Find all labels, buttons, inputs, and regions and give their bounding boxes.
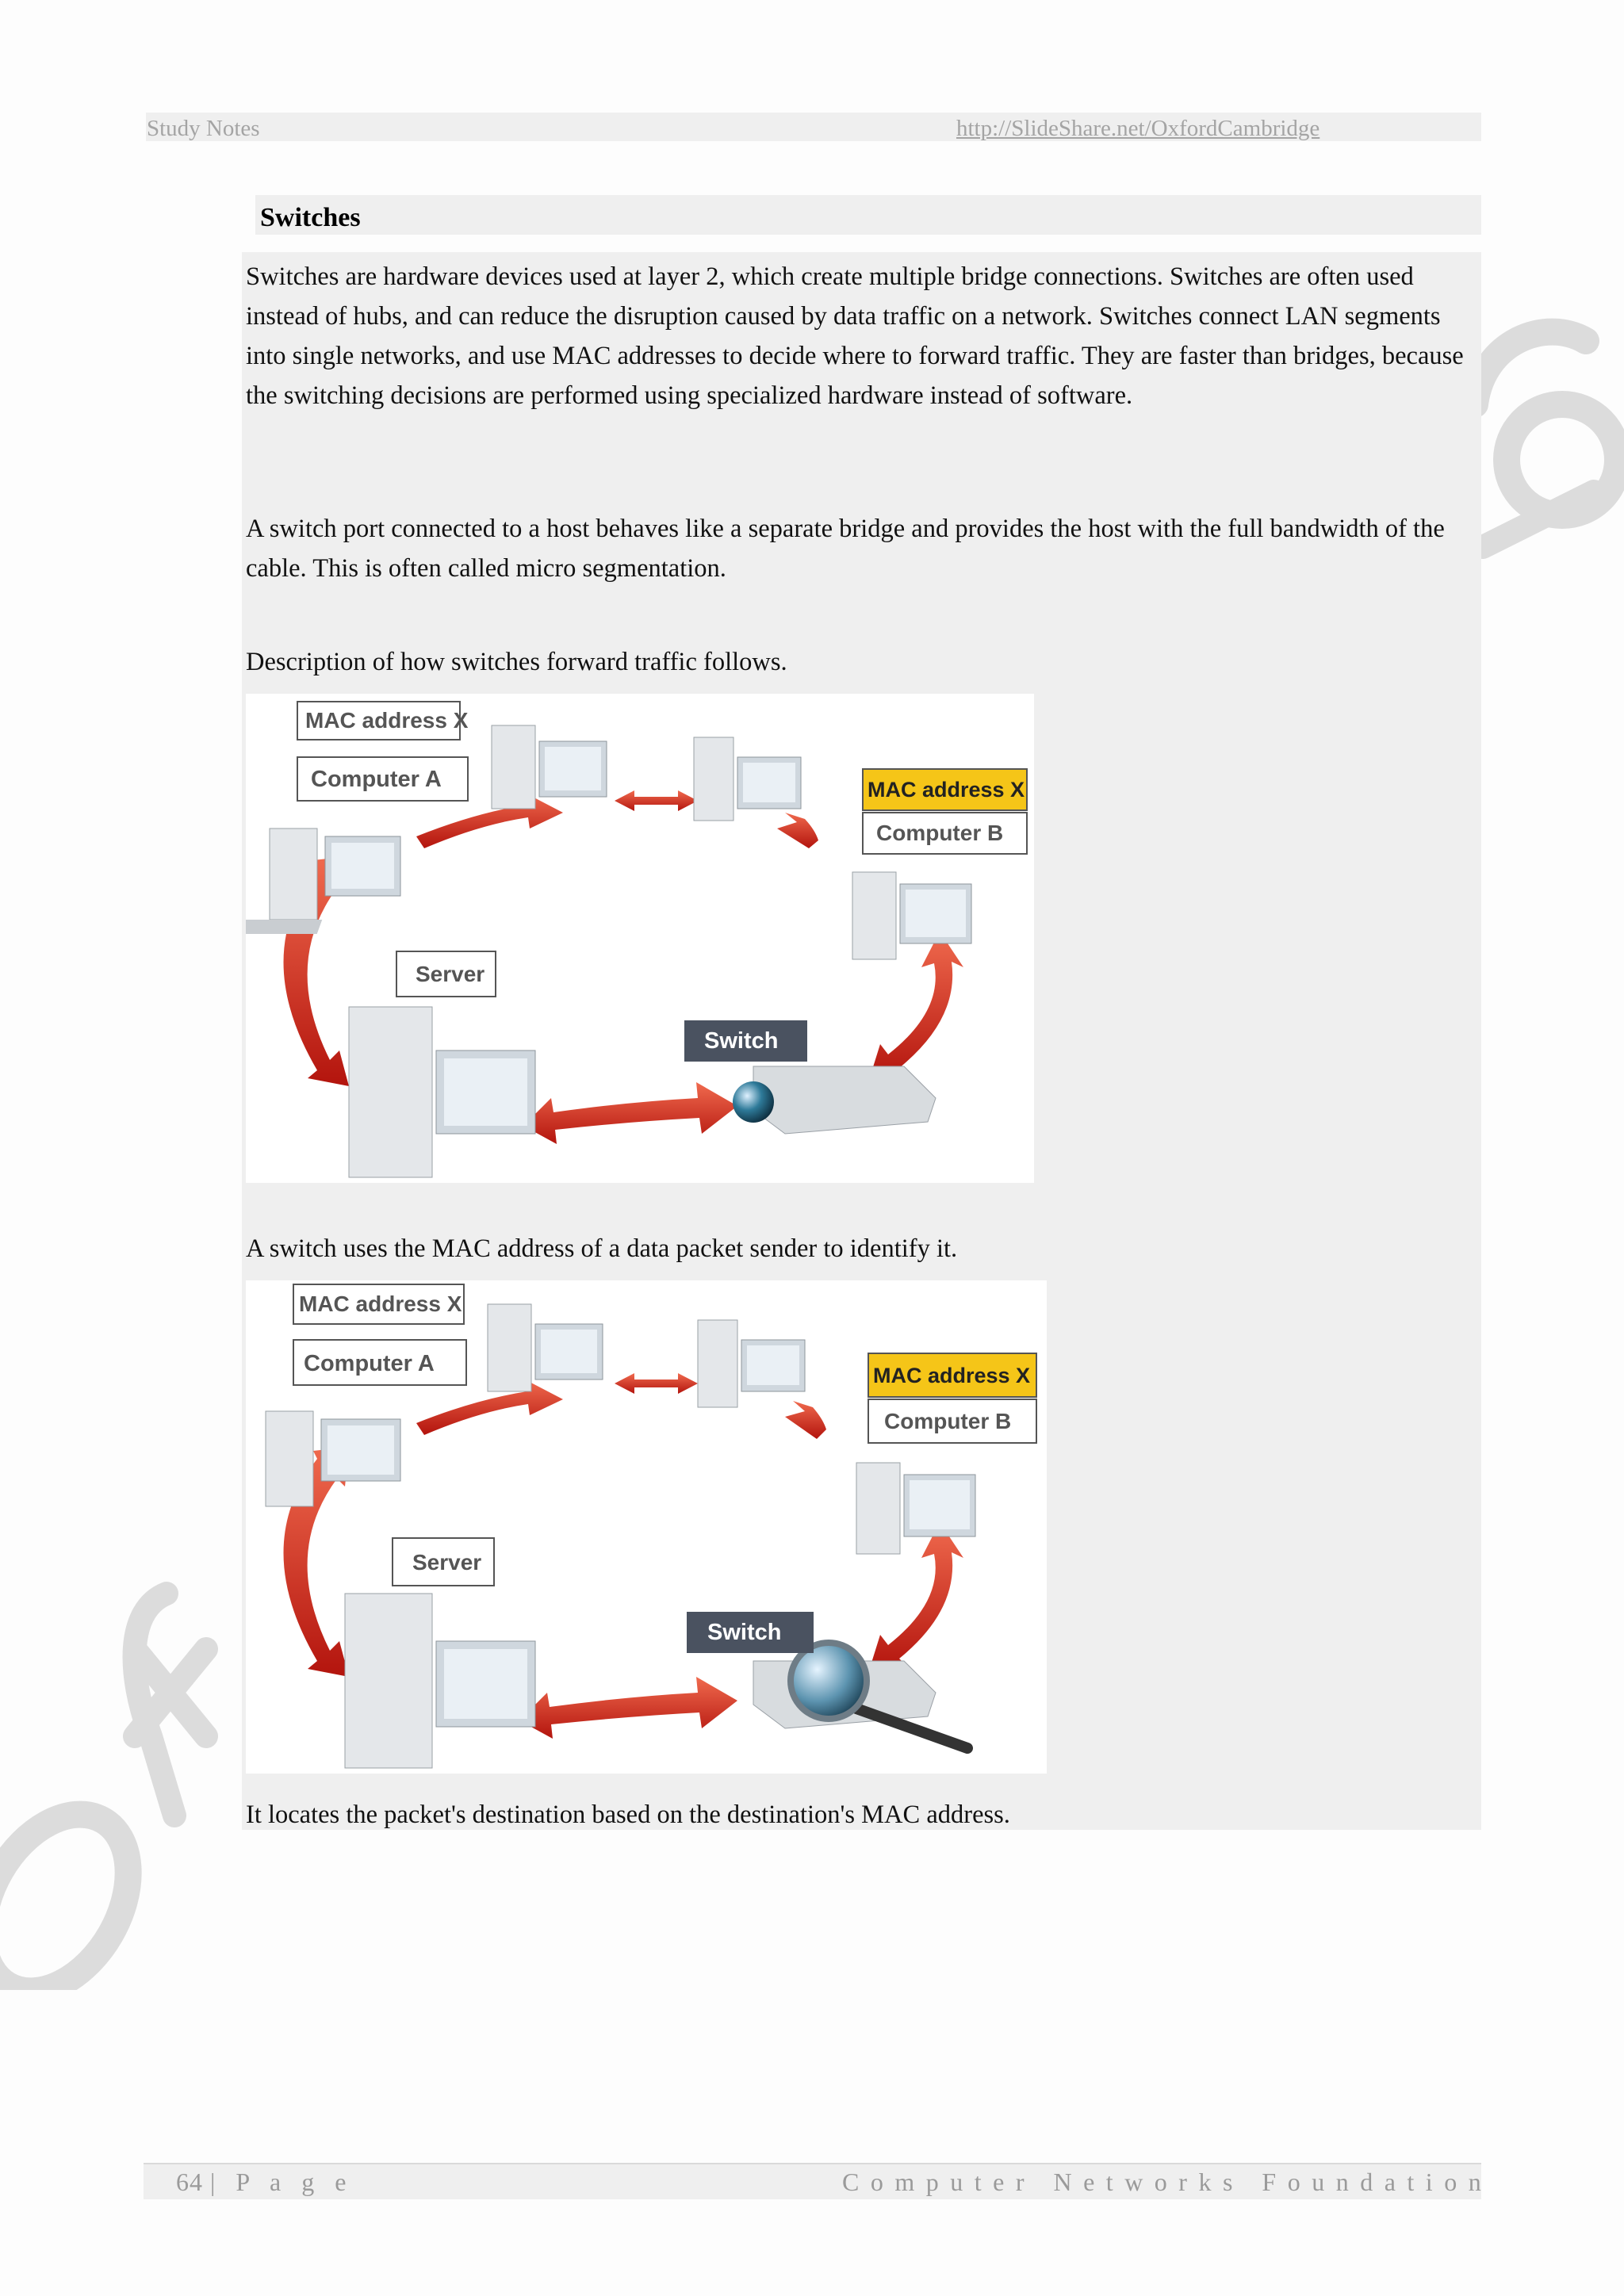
label-computer-a [297,757,468,801]
label-server [393,1538,494,1586]
section-heading-bar [255,195,1481,235]
footer-title: Computer Networks Foundation [842,2168,1493,2196]
page-word: | P a g e [210,2168,354,2196]
arrow-bottom [519,1677,737,1739]
label-mac-x [297,702,469,740]
computer-b-icon [852,872,971,959]
figure-switch-network-2 [246,1280,1047,1774]
svg-text:Switch: Switch [707,1620,782,1645]
watermark-fragment-bottom [0,1578,238,1990]
paragraph-micro-segmentation: A switch port connected to a host behaves like a separate bridge and provides the host with the full bandwidth of the cable. This is often called micro segmentation. [246,515,1445,583]
svg-text:Computer B: Computer B [876,821,1004,845]
svg-text:MAC address X: MAC address X [873,1364,1031,1387]
computer-b-icon [856,1463,975,1554]
label-computer-b [863,813,1027,854]
computer-top-right-icon [694,737,801,821]
label-mac-x [293,1284,464,1324]
figure-switch-network-1 [246,694,1034,1183]
label-server [396,951,496,997]
header-link[interactable]: http://SlideShare.net/OxfordCambridge [956,116,1320,141]
svg-text:Server: Server [412,1550,482,1575]
computer-top-left-icon [492,725,607,809]
svg-text:MAC address X: MAC address X [868,778,1025,802]
label-switch [687,1612,814,1653]
label-computer-b [868,1399,1036,1443]
arrow-top-pair [615,1373,698,1394]
svg-text:Computer B: Computer B [884,1409,1012,1433]
computer-top-right-icon [698,1320,805,1407]
section-title: Switches [260,203,361,232]
svg-text:Computer A: Computer A [311,767,442,792]
page-number: 64 [176,2168,203,2196]
arrow-top-pair [615,790,698,811]
globe-icon [733,1081,774,1123]
footer-page-label [176,2168,353,2197]
paragraph-forwarding-description: Description of how switches forward traffic follows. [246,648,787,676]
svg-text:Switch: Switch [704,1028,779,1054]
switch-device-icon [733,1066,936,1134]
svg-text:MAC address X: MAC address X [305,708,469,733]
label-mac-x-highlight [863,769,1027,810]
arrow-to-computer-b [785,1401,826,1439]
server-icon [345,1594,535,1768]
svg-text:Computer A: Computer A [304,1351,435,1376]
computer-a-icon [266,1411,400,1506]
computer-top-left-icon [488,1304,603,1391]
arrow-bottom [523,1082,737,1144]
svg-text:MAC address X: MAC address X [299,1292,462,1316]
header-study-notes: Study Notes [147,116,260,141]
paragraph-destination: It locates the packet's destination based on the destination's MAC address. [246,1800,1010,1829]
arrow-to-computer-b [777,813,818,848]
paragraph-mac-sender: A switch uses the MAC address of a data packet sender to identify it. [246,1234,958,1263]
label-computer-a [293,1340,466,1385]
paragraph-switches-intro: Switches are hardware devices used at layer 2, which create multiple bridge connections. Switches are often used instead of hubs, and can reduce the disruption caused by data traffic on a network. Switches connect LAN segments into single networks, and use MAC addresses to decide where to forward traffic. They are faster than bridges, because the switching decisions are performed using specialized hardware instead of software. [246,262,1464,410]
server-icon [349,1007,535,1177]
svg-text:Server: Server [416,962,485,986]
label-switch [684,1020,807,1062]
label-mac-x-highlight [868,1353,1036,1397]
